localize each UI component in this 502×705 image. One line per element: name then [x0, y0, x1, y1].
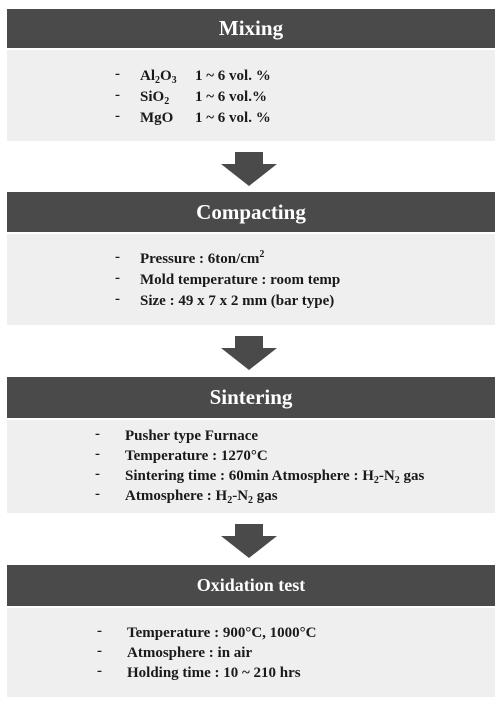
- list-dash: -: [115, 108, 120, 124]
- list-dash: -: [95, 426, 100, 442]
- mixing-item-sio2-value: 1 ~ 6 vol.%: [195, 89, 267, 105]
- list-dash: -: [97, 643, 102, 659]
- sintering-item-temperature: Temperature : 1270°C: [125, 448, 268, 464]
- mixing-item-sio2-name: SiO$_2$: [140, 89, 170, 107]
- oxidation-item-temperature: Temperature : 900°C, 1000°C: [127, 625, 317, 641]
- step-sintering-box: [7, 420, 495, 513]
- step-sintering-title: Sintering: [209, 385, 293, 409]
- oxidation-item-holding-time: Holding time : 10 ~ 210 hrs: [127, 665, 301, 681]
- list-dash: -: [115, 291, 120, 307]
- compacting-item-size: Size : 49 x 7 x 2 mm (bar type): [140, 293, 335, 309]
- step-mixing-title: Mixing: [218, 16, 284, 40]
- mixing-item-mgo-value: 1 ~ 6 vol. %: [195, 110, 271, 126]
- mixing-item-mgo-name: MgO: [140, 110, 174, 126]
- list-dash: -: [95, 466, 100, 482]
- down-arrow-icon: [221, 336, 277, 370]
- list-dash: -: [95, 446, 100, 462]
- list-dash: -: [115, 87, 120, 103]
- step-compacting-title: Compacting: [196, 199, 306, 224]
- step-compacting-box: [7, 234, 495, 325]
- list-dash: -: [115, 270, 120, 286]
- step-sintering-header: [7, 377, 495, 418]
- mixing-item-al2o3-name: $Al_2O_3$: [140, 68, 177, 86]
- list-dash: -: [97, 663, 102, 679]
- compacting-item-pressure: Pressure : $6ton/cm^2$: [140, 249, 265, 267]
- list-dash: -: [97, 623, 102, 639]
- step-mixing-box: [7, 50, 495, 141]
- step-oxidation-header: [7, 565, 495, 606]
- sintering-item-time: Sintering time : 60min Atmosphere : $H_2-N_2$ gas: [125, 468, 425, 486]
- sintering-item-atmosphere: Atmosphere : $H_2-N_2$ gas: [125, 488, 278, 506]
- list-dash: -: [95, 486, 100, 502]
- compacting-item-mold-temperature: Mold temperature : room temp: [140, 272, 341, 288]
- step-oxidation-box: [7, 608, 495, 697]
- mixing-item-al2o3-value: 1 ~ 6 vol. %: [195, 68, 271, 84]
- list-dash: -: [115, 249, 120, 265]
- down-arrow-icon: [221, 524, 277, 558]
- oxidation-item-atmosphere: Atmosphere : in air: [127, 645, 253, 661]
- sintering-item-furnace: Pusher type Furnace: [125, 428, 259, 444]
- step-oxidation-title: Oxidation test: [196, 575, 306, 595]
- step-compacting-header: [7, 192, 495, 232]
- step-mixing-header: [7, 9, 495, 48]
- down-arrow-icon: [221, 152, 277, 186]
- list-dash: -: [115, 66, 120, 82]
